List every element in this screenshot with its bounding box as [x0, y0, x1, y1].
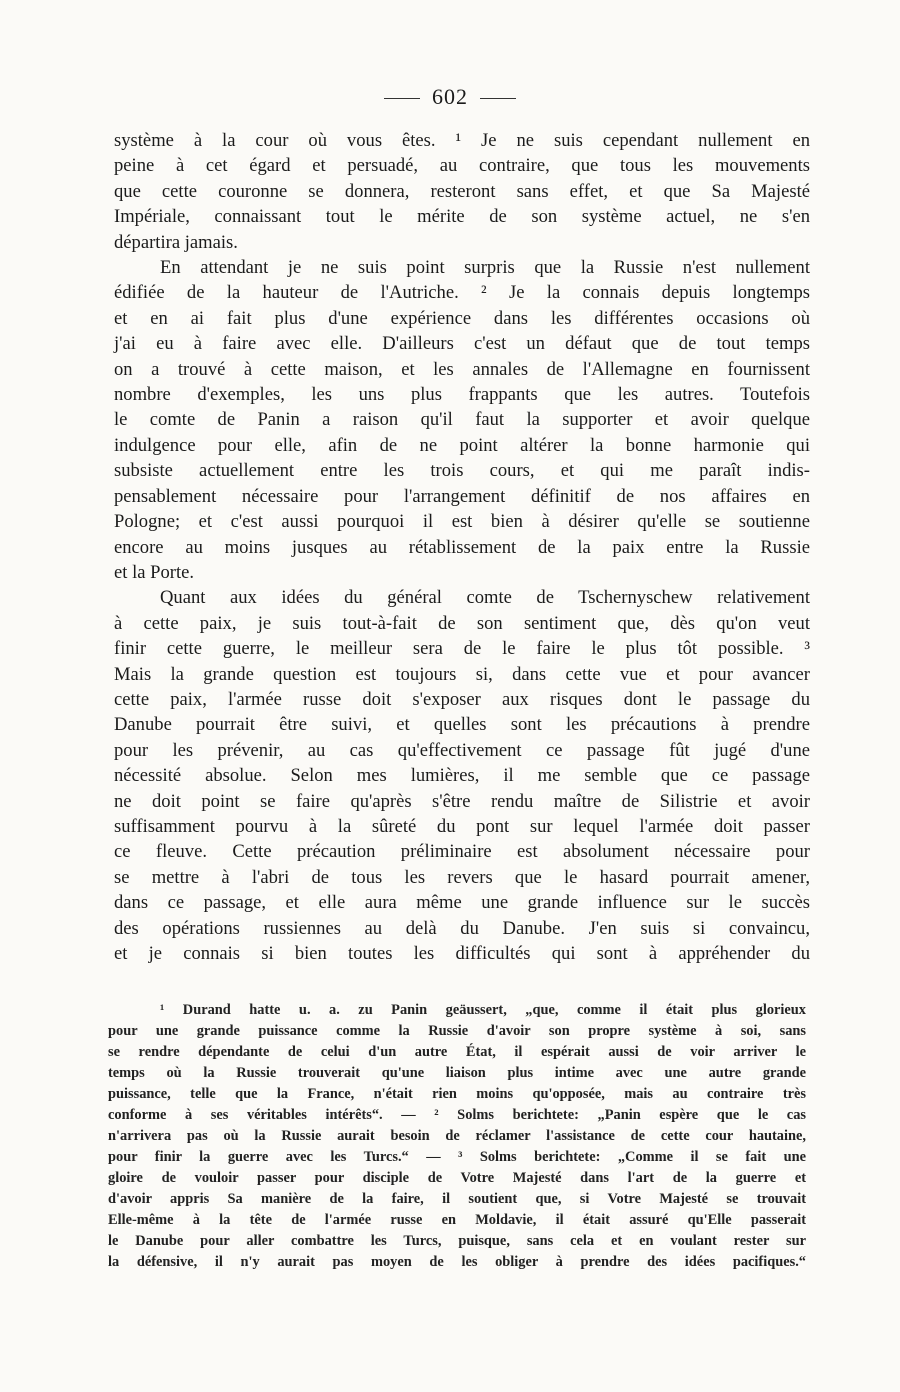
- footnote-line: pour une grande puissance comme la Russie d'avoir son propre système à soi, sans: [108, 1023, 806, 1039]
- text-line: Mais la grande question est toujours si, dans cette vue et pour avancer: [114, 663, 810, 685]
- page-header: [0, 84, 900, 110]
- text-line: dans ce passage, et elle aura même une grande influence sur le succès: [114, 892, 810, 914]
- header-rule-right: [480, 98, 516, 99]
- text-line: que cette couronne se donnera, resteront sans effet, et que Sa Majesté: [114, 180, 810, 202]
- text-line: nombre d'exemples, les uns plus frappants que les autres. Toutefois: [114, 384, 810, 406]
- footnote-line: d'avoir appris Sa manière de la faire, il soutient que, si Votre Majesté se trouvait: [108, 1191, 806, 1207]
- text-line: édifiée de la hauteur de l'Autriche. ² Je la connais depuis longtemps: [114, 282, 810, 304]
- footnote-line: Elle-même à la tête de l'armée russe en Moldavie, il était assuré qu'Elle passerait: [108, 1212, 806, 1228]
- text-line: Danube pourrait être suivi, et quelles sont les précautions à prendre: [114, 714, 810, 736]
- text-line: Quant aux idées du général comte de Tschernyschew relativement: [160, 587, 810, 609]
- text-line: système à la cour où vous êtes. ¹ Je ne suis cependant nullement en: [114, 130, 810, 151]
- text-line: encore au moins jusques au rétablissement de la paix entre la Russie: [114, 536, 810, 558]
- footnote-line: pour finir la guerre avec les Turcs.“ — ³ Solms berichtete: „Comme il se fait une: [108, 1149, 806, 1165]
- footnotes: [108, 1000, 806, 1273]
- main-text: [114, 128, 810, 966]
- footnote-line: temps où la Russie trouverait qu'une liaison plus intime avec une autre grande: [108, 1065, 806, 1081]
- text-line: pensablement nécessaire pour l'arrangement définitif de nos affaires en: [114, 485, 810, 507]
- text-line: et je connais si bien toutes les difficultés qui sont à appréhender du: [114, 943, 810, 964]
- text-line: et la Porte.: [114, 561, 195, 583]
- footnote-line: puissance, telle que la France, n'était rien moins qu'opposée, mais au contraire très: [108, 1086, 806, 1102]
- page-number: 602: [432, 84, 468, 109]
- text-line: ne doit point se faire qu'après s'être rendu maître de Silistrie et avoir: [114, 790, 810, 812]
- footnote-line: ¹ Durand hatte u. a. zu Panin geäussert, „que, comme il était plus glorieux: [160, 1002, 806, 1018]
- text-line: et en ai fait plus d'une expérience dans les différentes occasions où: [114, 307, 810, 329]
- text-line: indulgence pour elle, afin de ne point altérer la bonne harmonie qui: [114, 434, 810, 456]
- footnote-line: n'arrivera pas où la Russie aurait besoin de réclamer l'assistance de cette cour hautaine,: [108, 1128, 806, 1144]
- header-rule-left: [384, 98, 420, 99]
- text-line: départira jamais.: [114, 231, 238, 253]
- text-line: le comte de Panin a raison qu'il faut la supporter et avoir quelque: [114, 409, 810, 431]
- footnote-line: le Danube pour aller combattre les Turcs, puisque, sans cela et en voulant rester sur: [108, 1233, 806, 1249]
- text-line: finir cette guerre, le meilleur sera de le faire le plus tôt possible. ³: [114, 638, 810, 660]
- text-line: suffisamment pourvu à la sûreté du pont sur lequel l'armée doit passer: [114, 815, 810, 837]
- text-line: Pologne; et c'est aussi pourquoi il est bien à désirer qu'elle se soutienne: [114, 511, 810, 533]
- text-line: on a trouvé à cette maison, et les annales de l'Allemagne en fournissent: [114, 358, 810, 380]
- text-line: peine à cet égard et persuadé, au contraire, que tous les mouvements: [114, 155, 810, 177]
- footnote-line: conforme à ses véritables intérêts“. — ² Solms berichtete: „Panin espère que le cas: [108, 1107, 806, 1123]
- footnote-line: se rendre dépendante de celui d'un autre État, il espérait aussi de voir arriver le: [108, 1044, 806, 1060]
- text-line: pour les prévenir, au cas qu'effectivement ce passage fût jugé d'une: [114, 739, 810, 761]
- text-line: à cette paix, je suis tout-à-fait de son sentiment que, dès qu'on veut: [114, 612, 810, 634]
- text-line: cette paix, l'armée russe doit s'exposer aux risques dont le passage du: [114, 688, 810, 710]
- text-line: Impériale, connaissant tout le mérite de son système actuel, ne s'en: [114, 206, 810, 228]
- footnote-line: la défensive, il n'y aurait pas moyen de les obliger à prendre des idées pacifiques.“: [108, 1254, 806, 1270]
- text-line: En attendant je ne suis point surpris que la Russie n'est nullement: [160, 257, 810, 279]
- text-line: des opérations russiennes au delà du Danube. J'en suis si convaincu,: [114, 917, 810, 939]
- text-line: nécessité absolue. Selon mes lumières, il me semble que ce passage: [114, 765, 810, 787]
- footnote-line: gloire de vouloir passer pour disciple de Votre Majesté dans l'art de la guerre et: [108, 1170, 806, 1186]
- text-line: se mettre à l'abri de tous les revers que le hasard pourrait amener,: [114, 866, 810, 888]
- text-line: subsiste actuellement entre les trois cours, et qui me paraît indis-: [114, 460, 810, 482]
- text-line: ce fleuve. Cette précaution préliminaire est absolument nécessaire pour: [114, 841, 810, 863]
- text-line: j'ai eu à faire avec elle. D'ailleurs c'est un défaut que de tout temps: [114, 333, 810, 355]
